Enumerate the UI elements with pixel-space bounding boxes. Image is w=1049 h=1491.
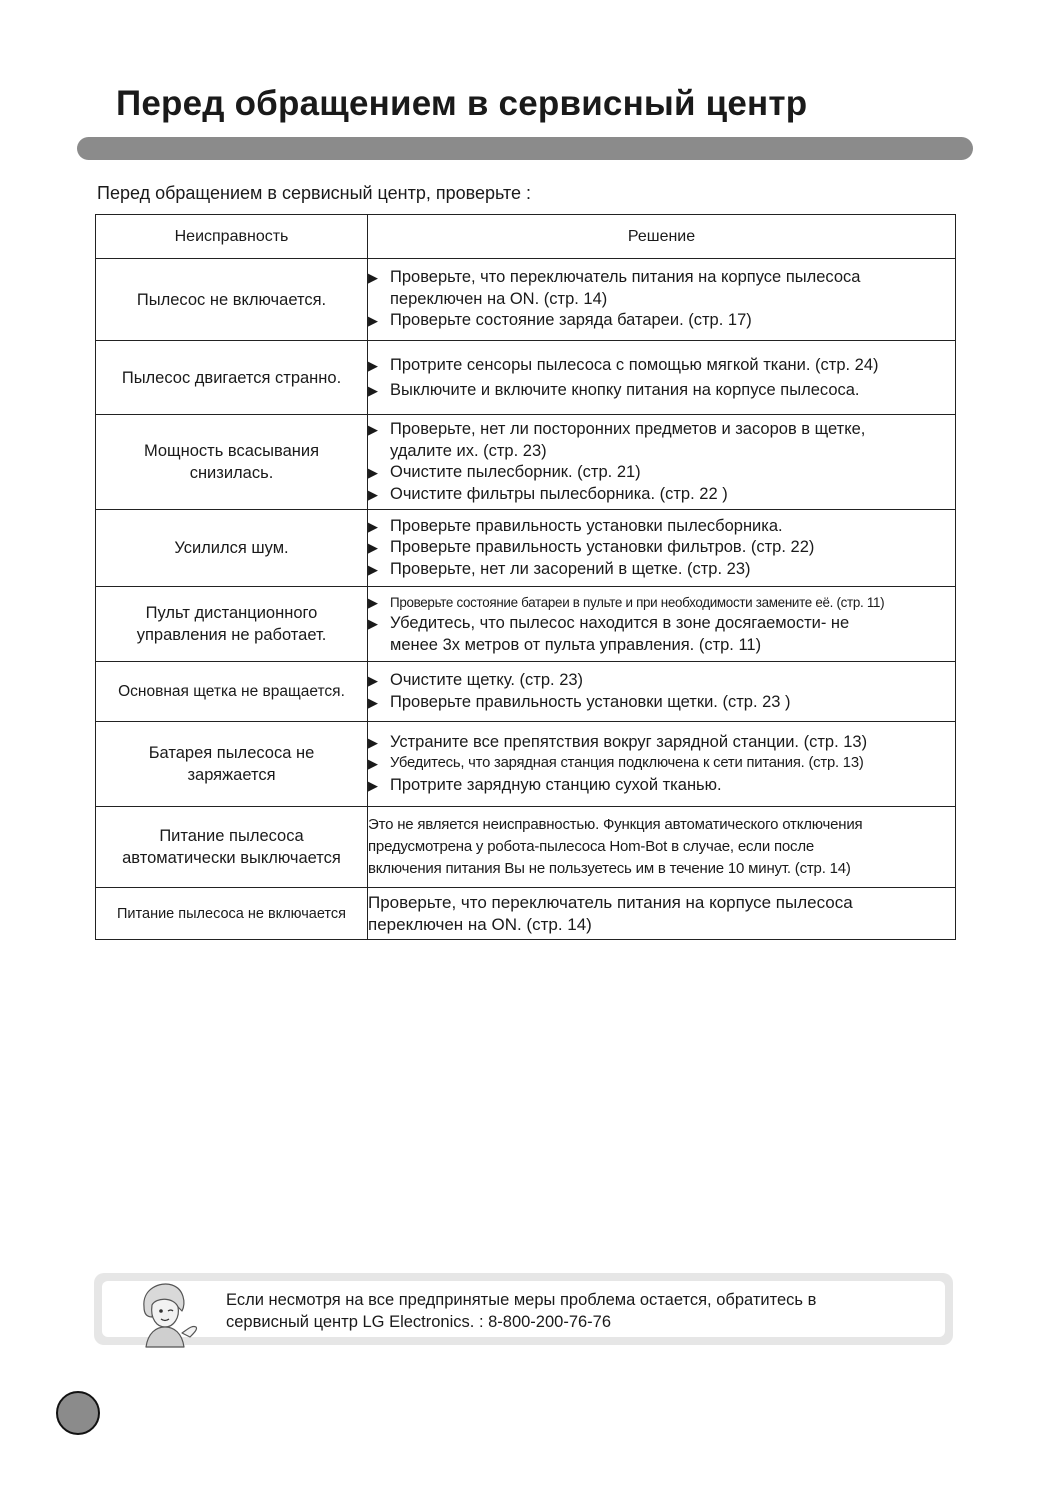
- table-row: [96, 722, 956, 807]
- triangle-right-icon: ▶: [368, 270, 378, 286]
- header-problem: Неисправность: [96, 215, 368, 259]
- solution-item: ▶ Очистите щетку. (стр. 23): [368, 670, 955, 692]
- problem-text: Мощность всасывания: [143, 442, 320, 460]
- solution-note-line: включения питания Вы не пользуетесь им в течение 10 минут. (стр. 14): [368, 860, 851, 877]
- problem-text: автоматически выключается: [122, 849, 341, 867]
- problem-text: заряжается: [187, 766, 276, 784]
- solution-cell: [368, 415, 956, 510]
- solution-item: ▶ Выключите и включите кнопку питания на корпусе пылесоса.: [368, 378, 955, 403]
- triangle-right-icon: ▶: [368, 756, 378, 772]
- table-row: [96, 341, 956, 415]
- triangle-right-icon: ▶: [368, 465, 378, 480]
- triangle-right-icon: ▶: [368, 594, 378, 610]
- solution-item: ▶ Проверьте правильность установки щетки. (стр. 23 ): [368, 692, 955, 714]
- intro-text: Перед обращением в сервисный центр, проверьте :: [97, 183, 532, 203]
- problem-cell: [96, 722, 368, 807]
- triangle-right-icon: ▶: [368, 540, 378, 556]
- contact-note-box: [94, 1273, 953, 1345]
- triangle-right-icon: ▶: [368, 518, 378, 534]
- table-row: [96, 415, 956, 510]
- solution-item: ▶ Протрите сенсоры пылесоса с помощью мягкой ткани. (стр. 24): [368, 353, 955, 378]
- triangle-right-icon: ▶: [368, 313, 378, 329]
- solution-item: ▶ Устраните все препятствия вокруг зарядной станции. (стр. 13): [368, 732, 955, 754]
- solution-item: ▶ Проверьте состояние батареи в пульте и при необходимости замените её. (стр. 11): [368, 592, 955, 614]
- solution-note-line: Проверьте, что переключатель питания на корпусе пылесоса: [368, 893, 853, 912]
- solution-item: ▶ Проверьте, нет ли посторонних предметов и засоров в щетке,: [368, 419, 955, 441]
- solution-item: ▶ Проверьте, что переключатель питания на корпусе пылесоса: [368, 267, 955, 289]
- problem-text: Питание пылесоса не включается: [117, 905, 346, 922]
- problem-text: Пульт дистанционного: [145, 604, 318, 622]
- problem-cell: [96, 662, 368, 722]
- problem-cell: [96, 341, 368, 415]
- solution-cell: [368, 510, 956, 587]
- triangle-right-icon: ▶: [368, 357, 378, 373]
- solution-cell: [368, 259, 956, 341]
- problem-text: управления не работает.: [136, 626, 327, 644]
- problem-text: Основная щетка не вращается.: [118, 682, 345, 700]
- problem-cell: [96, 415, 368, 510]
- solution-item: ▶ Очистите пылесборник. (стр. 21): [368, 462, 955, 484]
- solution-item: ▶ Убедитесь, что пылесос находится в зоне досягаемости- не: [368, 613, 955, 635]
- problem-cell: [96, 510, 368, 587]
- triangle-right-icon: ▶: [368, 422, 378, 437]
- solution-item: ▶ Проверьте правильность установки фильтров. (стр. 22): [368, 537, 955, 559]
- table-row: [96, 510, 956, 587]
- solution-item-continued: менее 3х метров от пульта управления. (стр. 11): [390, 635, 762, 654]
- contact-note-text: [226, 1289, 816, 1333]
- triangle-right-icon: ▶: [368, 382, 378, 398]
- triangle-right-icon: ▶: [368, 734, 378, 750]
- page-number-circle: [56, 1391, 100, 1435]
- problem-text: Пылесос не включается.: [136, 290, 327, 309]
- solution-item-continued: переключен на ON. (стр. 14): [390, 289, 608, 308]
- solution-item: ▶ Протрите зарядную станцию сухой тканью.: [368, 775, 955, 797]
- solution-item: ▶ Убедитесь, что зарядная станция подключена к сети питания. (стр. 13): [368, 753, 955, 775]
- table-header-row: [96, 215, 956, 259]
- solution-note-line: Это не является неисправностью. Функция автоматического отключения: [368, 816, 863, 833]
- solution-cell: [368, 587, 956, 662]
- problem-text: Усилился шум.: [174, 539, 289, 557]
- triangle-right-icon: ▶: [368, 777, 378, 793]
- table-row: [96, 587, 956, 662]
- header-solution: Решение: [368, 215, 956, 259]
- table-row: [96, 888, 956, 940]
- triangle-right-icon: ▶: [368, 694, 378, 710]
- solution-item-continued: удалите их. (стр. 23): [390, 441, 547, 460]
- table-row: [96, 259, 956, 341]
- solution-cell: [368, 341, 956, 415]
- title-underline-bar: [77, 137, 973, 160]
- page-title: Перед обращением в сервисный центр: [116, 84, 808, 123]
- problem-text: Питание пылесоса: [159, 827, 304, 845]
- solution-item: ▶ Проверьте состояние заряда батареи. (стр. 17): [368, 310, 955, 332]
- mascot-girl-icon: [130, 1277, 202, 1349]
- problem-cell: [96, 587, 368, 662]
- solution-item: ▶ Проверьте правильность установки пылесборника.: [368, 516, 955, 538]
- solution-item: ▶ Очистите фильтры пылесборника. (стр. 22 ): [368, 484, 955, 506]
- solution-cell: [368, 807, 956, 888]
- solution-item: ▶ Проверьте, нет ли засорений в щетке. (стр. 23): [368, 559, 955, 581]
- problem-text: Пылесос двигается странно.: [121, 368, 342, 387]
- contact-note-line: Если несмотря на все предпринятые меры проблема остается, обратитесь в: [226, 1291, 817, 1309]
- problem-cell: [96, 888, 368, 940]
- solution-cell: [368, 722, 956, 807]
- triangle-right-icon: ▶: [368, 616, 378, 632]
- problem-cell: [96, 807, 368, 888]
- contact-note-line: сервисный центр LG Electronics. : 8-800-200-76-76: [226, 1313, 612, 1331]
- contact-note-inner: [102, 1281, 945, 1337]
- troubleshooting-table: [95, 214, 956, 940]
- solution-cell: [368, 662, 956, 722]
- table-row: [96, 807, 956, 888]
- problem-text: Батарея пылесоса не: [148, 744, 315, 762]
- triangle-right-icon: ▶: [368, 486, 378, 502]
- solution-cell: [368, 888, 956, 940]
- triangle-right-icon: ▶: [368, 561, 378, 577]
- triangle-right-icon: ▶: [368, 673, 378, 688]
- solution-note-line: переключен на ON. (стр. 14): [368, 914, 592, 934]
- problem-text: снизилась.: [189, 464, 274, 482]
- solution-note-line: предусмотрена у робота-пылесоса Hom-Bot в случае, если после: [368, 838, 815, 855]
- problem-cell: [96, 259, 368, 341]
- table-row: [96, 662, 956, 722]
